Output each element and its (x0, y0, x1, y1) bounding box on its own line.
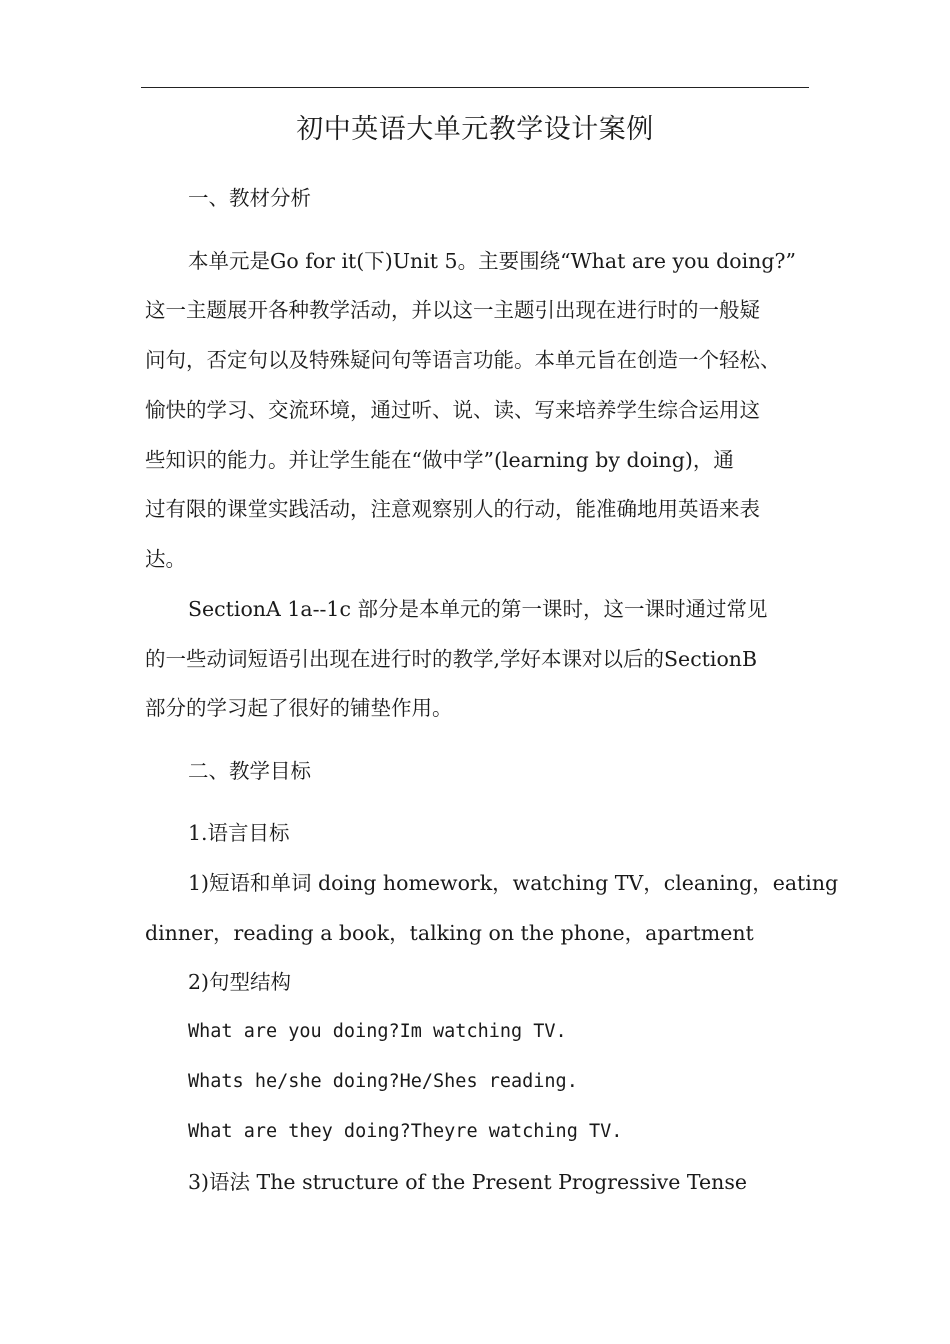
example-sentence: Whats he/she doing?He/Shes reading. (188, 1071, 578, 1092)
paragraph-line: 1)短语和单词 doing homework，watching TV，cleaning，eating (188, 871, 839, 895)
top-rule (141, 87, 809, 88)
paragraph-line: 过有限的课堂实践活动，注意观察别人的行动，能准确地用英语来表 (145, 497, 760, 521)
example-sentence: What are you doing?Im watching TV. (188, 1021, 567, 1042)
paragraph-line: 愉快的学习、交流环境，通过听、说、读、写来培养学生综合运用这 (145, 398, 760, 422)
paragraph-line: 些知识的能力。并让学生能在“做中学”(learning by doing)，通 (145, 448, 734, 472)
paragraph-line: 本单元是Go for it(下)Unit 5。主要围绕“What are you doing?” (188, 249, 796, 273)
paragraph-line: 这一主题展开各种教学活动，并以这一主题引出现在进行时的一般疑 (145, 298, 760, 322)
paragraph-line: 部分的学习起了很好的铺垫作用。 (145, 696, 453, 720)
example-sentence: What are they doing?Theyre watching TV. (188, 1121, 623, 1142)
paragraph-line: 问句，否定句以及特殊疑问句等语言功能。本单元旨在创造一个轻松、 (145, 348, 781, 372)
section-heading-2: 二、教学目标 (188, 759, 311, 783)
paragraph-line: SectionA 1a--1c 部分是本单元的第一课时，这一课时通过常见 (188, 597, 768, 621)
section-heading-1: 一、教材分析 (188, 186, 311, 210)
item-3-grammar: 3)语法 The structure of the Present Progressive Tense (188, 1170, 747, 1194)
subheading-language-goals: 1.语言目标 (188, 821, 290, 845)
paragraph-line: 的一些动词短语引出现在进行时的教学,学好本课对以后的SectionB (145, 647, 758, 671)
paragraph-line: dinner，reading a book，talking on the phone，apartment (145, 921, 754, 945)
paragraph-line: 达。 (145, 547, 186, 571)
item-2-sentence-structures: 2)句型结构 (188, 970, 292, 994)
document-title: 初中英语大单元教学设计案例 (296, 114, 654, 145)
